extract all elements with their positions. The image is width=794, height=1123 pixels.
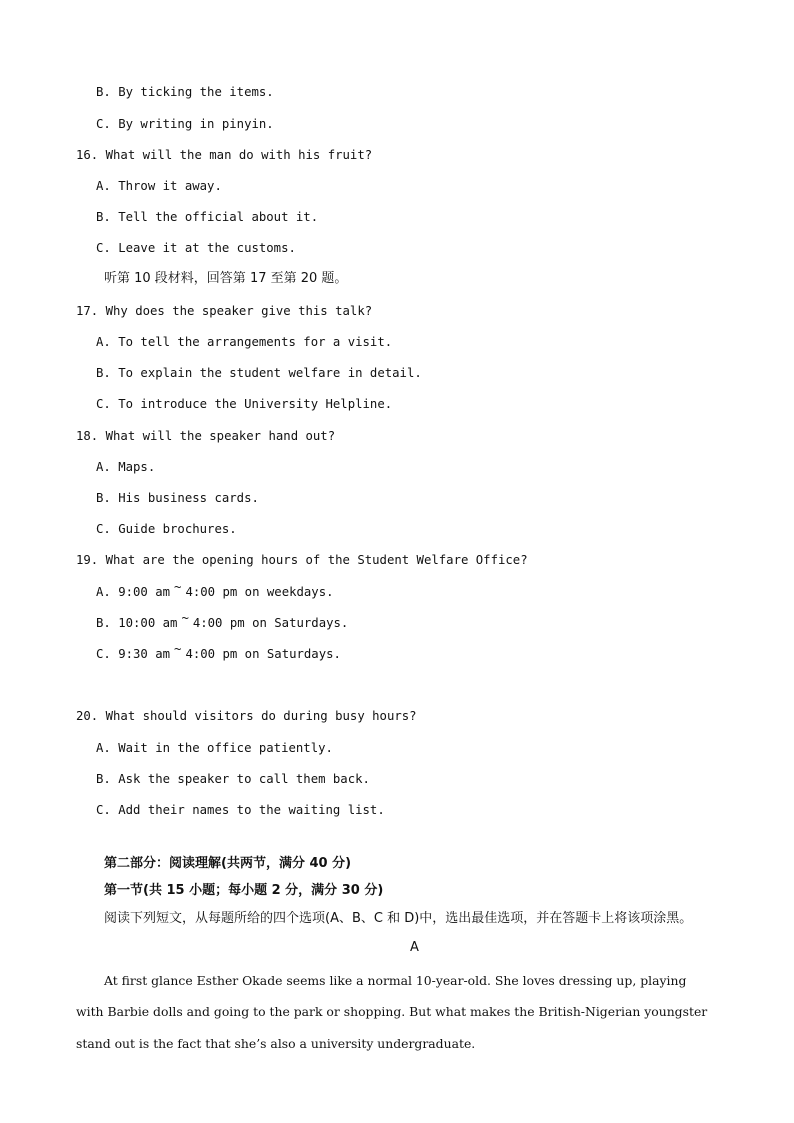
q16-option-c: C. Leave it at the customs. [96, 241, 296, 255]
q19-c-end: 4:00 pm on Saturdays. [185, 647, 341, 661]
q17-option-b: B. To explain the student welfare in detail. [96, 366, 422, 380]
question-18: 18. What will the speaker hand out? [76, 429, 336, 443]
tilde-glyph: ~ [174, 580, 182, 594]
q18-option-a: A. Maps. [96, 460, 156, 474]
q19-a-start: A. 9:00 am [96, 585, 171, 599]
passage-line-1: At first glance Esther Okade seems like a normal 10-year-old. She loves dressing up, playing [104, 973, 687, 988]
listening-instruction-10: 听第 10 段材料，回答第 17 至第 20 题。 [104, 271, 348, 286]
q15-option-b: B. By ticking the items. [96, 85, 274, 99]
q16-option-a: A. Throw it away. [96, 179, 222, 193]
part-2-title: 第二部分：阅读理解(共两节，满分 40 分) [104, 856, 352, 871]
section-1-title: 第一节(共 15 小题；每小题 2 分，满分 30 分) [104, 883, 384, 898]
q20-option-b: B. Ask the speaker to call them back. [96, 772, 370, 786]
q18-option-b: B. His business cards. [96, 491, 259, 505]
q19-b-end: 4:00 pm on Saturdays. [192, 616, 349, 630]
question-20: 20. What should visitors do during busy hours? [76, 709, 417, 723]
passage-line-3: stand out is the fact that she’s also a university undergraduate. [76, 1036, 476, 1051]
q19-option-a [96, 580, 334, 600]
passage-line-2: with Barbie dolls and going to the park or shopping. But what makes the British-Nigerian youngster [76, 1004, 708, 1019]
tilde-glyph: ~ [174, 642, 182, 656]
question-16: 16. What will the man do with his fruit? [76, 148, 373, 162]
question-17: 17. Why does the speaker give this talk? [76, 304, 373, 318]
reading-instruction: 阅读下列短文，从每题所给的四个选项(A、B、C 和 D)中，选出最佳选项，并在答题卡上将该项涂黑。 [104, 911, 693, 926]
q19-a-end: 4:00 pm on weekdays. [185, 585, 334, 599]
question-19: 19. What are the opening hours of the Student Welfare Office? [76, 553, 528, 567]
passage-label: A [410, 940, 419, 955]
q19-c-start: C. 9:30 am [96, 647, 171, 661]
q20-option-c: C. Add their names to the waiting list. [96, 803, 385, 817]
q16-option-b: B. Tell the official about it. [96, 210, 319, 224]
q15-option-c: C. By writing in pinyin. [96, 117, 274, 131]
tilde-glyph: ~ [181, 611, 189, 625]
q17-option-a: A. To tell the arrangements for a visit. [96, 335, 393, 349]
q19-option-b [96, 611, 349, 631]
q19-b-start: B. 10:00 am [96, 616, 178, 630]
q17-option-c: C. To introduce the University Helpline. [96, 397, 393, 411]
q20-option-a: A. Wait in the office patiently. [96, 741, 333, 755]
q19-option-c [96, 642, 341, 662]
q18-option-c: C. Guide brochures. [96, 522, 237, 536]
